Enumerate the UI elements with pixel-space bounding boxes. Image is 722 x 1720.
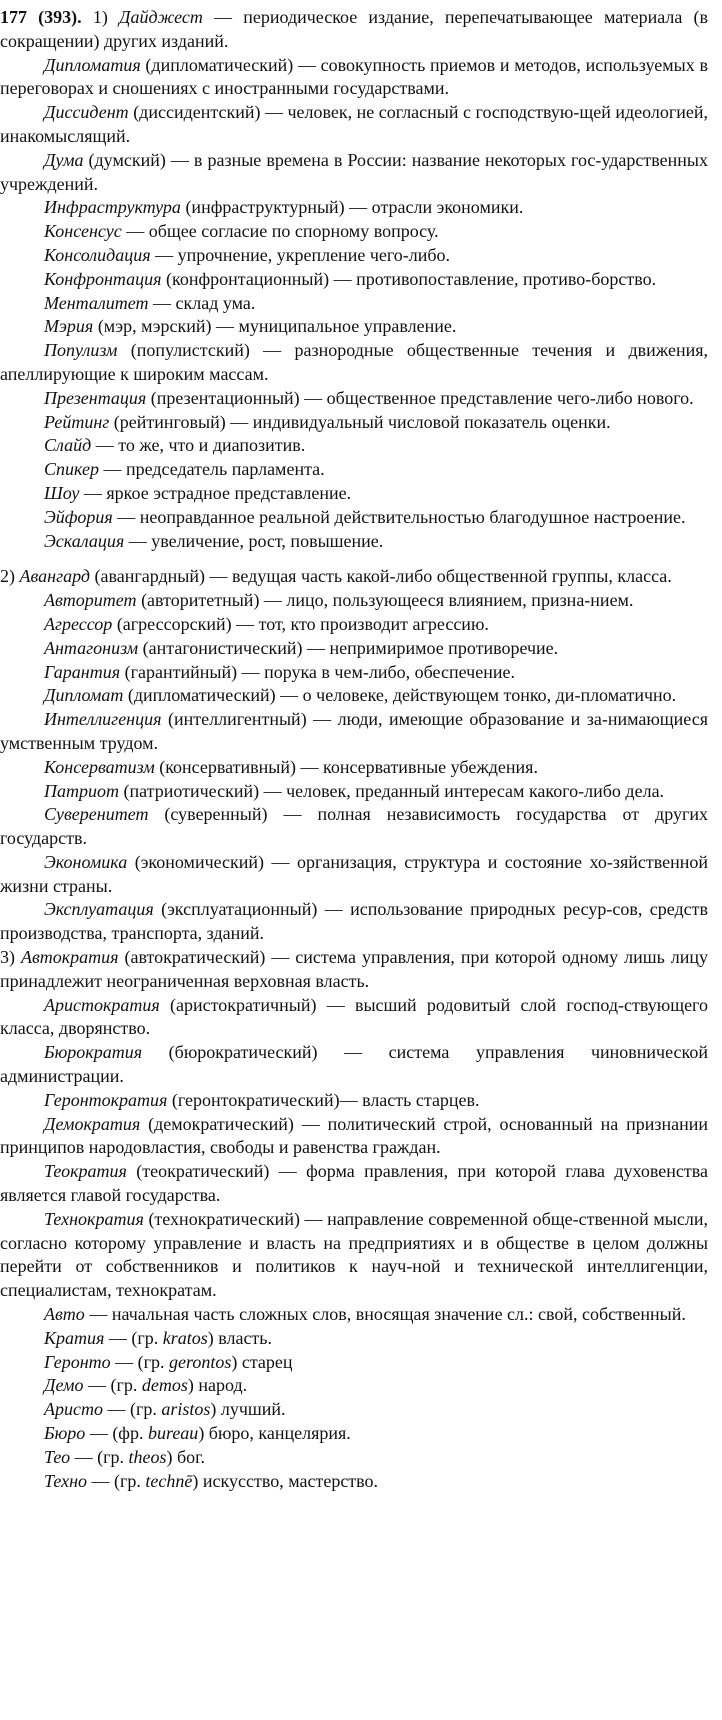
definition-text: — увеличение, рост, повышение. <box>124 530 384 551</box>
glossary-entry <box>0 1327 708 1351</box>
origin-prefix: — (фр. <box>85 1423 148 1444</box>
glossary-entry <box>0 1398 708 1422</box>
term-word: Мэрия <box>44 316 94 337</box>
answer-section-1 <box>0 6 709 553</box>
glossary-entry <box>0 851 708 899</box>
definition-text: (геронтократический)— власть старцев. <box>167 1089 480 1110</box>
term-word: Бюрократия <box>44 1042 143 1063</box>
term-word: Аристократия <box>44 994 160 1015</box>
definition-text: (мэр, мэрский) — муниципальное управление. <box>93 316 457 337</box>
term-word: Спикер <box>44 459 99 480</box>
term-word: Геронтократия <box>44 1089 168 1110</box>
definition-text: — периодическое издание, перепечатывающее материала (в сокращении) других изданий. <box>0 7 709 51</box>
glossary-entry <box>0 196 708 220</box>
glossary-entry <box>0 1160 708 1208</box>
glossary-entry <box>0 684 708 708</box>
term-word: Патриот <box>44 780 119 801</box>
definition-text: — председатель парламента. <box>98 459 325 480</box>
term-word: Конфронтация <box>44 268 162 289</box>
term-word: Эскалация <box>44 530 125 551</box>
definition-text: — общее согласие по спорному вопросу. <box>121 221 439 242</box>
glossary-entry <box>0 387 708 411</box>
origin-prefix: — (гр. <box>83 1375 142 1396</box>
term-word: Авто <box>44 1304 85 1325</box>
definition-text: (экономический) — организация, структура и состояние хо-зяйственной жизни страны. <box>0 851 708 896</box>
glossary-entry <box>0 1208 708 1303</box>
glossary-entry <box>0 292 708 316</box>
definition-text: (агрессорский) — тот, кто производит агрессию. <box>112 613 489 634</box>
definition-text: — яркое эстрадное представление. <box>79 482 352 503</box>
origin-meaning: ) народ. <box>187 1375 248 1396</box>
section-marker: 1) <box>92 7 108 27</box>
origin-meaning: ) бог. <box>166 1446 206 1467</box>
glossary-entry <box>0 994 708 1042</box>
origin-prefix: — (гр. <box>102 1399 162 1420</box>
glossary-entry <box>0 1113 708 1161</box>
glossary-entry <box>0 1446 708 1470</box>
term-word: Интеллигенция <box>44 709 162 730</box>
origin-word: technē <box>145 1470 193 1491</box>
glossary-entry <box>0 708 708 756</box>
term-word: Рейтинг <box>44 411 110 432</box>
definition-text: — то же, что и диапозитив. <box>91 435 306 456</box>
term-word: Теократия <box>44 1161 127 1182</box>
glossary-entry <box>0 780 708 804</box>
definition-text: (суверенный) — полная независимость государства от других государств. <box>0 804 708 849</box>
term-word: Презентация <box>44 387 147 408</box>
origin-word: kratos <box>162 1327 208 1348</box>
term-word: Дипломатия <box>44 54 141 75</box>
section-marker: 2) <box>0 566 15 587</box>
origin-word: gerontos <box>169 1351 232 1372</box>
glossary-entry <box>0 565 708 589</box>
term-word: Агрессор <box>44 613 113 634</box>
origin-word: bureau <box>147 1423 199 1444</box>
origin-meaning: ) старец <box>231 1351 293 1372</box>
origin-meaning: ) лучший. <box>210 1399 286 1420</box>
origin-prefix: — (гр. <box>70 1446 129 1467</box>
term-word: Аристо <box>44 1399 103 1420</box>
origin-meaning: ) власть. <box>207 1327 273 1348</box>
glossary-entry <box>0 411 708 435</box>
definition-text: (эксплуатационный) — использование природных ресур-сов, средств производства, транспорта, зданий. <box>0 899 708 944</box>
origin-word: demos <box>141 1375 188 1396</box>
definition-text: (технократический) — направление современной обще-ственной мысли, согласно которому управление и власть на предприятиях и в обществе в целом должны перейти от собственников и политиков к науч-ной и технической интеллигенции, специалистам, технократам. <box>0 1208 708 1301</box>
glossary-entry <box>0 268 708 292</box>
definition-text: (интеллигентный) — люди, имеющие образование и за-нимающиеся умственным трудом. <box>0 709 708 753</box>
glossary-entry <box>0 803 708 851</box>
definition-text: (авторитетный) — лицо, пользующееся влиянием, призна-нием. <box>136 590 634 611</box>
term-word: Гарантия <box>44 661 121 682</box>
glossary-entry <box>0 6 708 54</box>
definition-text: (популистский) — разнородные общественные течения и движения, апеллирующие к широким массам. <box>0 340 708 384</box>
definition-text: — начальная часть сложных слов, вносящая значение сл.: свой, собственный. <box>84 1304 686 1325</box>
exercise-answer <box>0 6 709 1493</box>
term-word: Консерватизм <box>44 756 155 777</box>
glossary-entry <box>0 1422 708 1446</box>
answer-section-2 <box>0 565 708 946</box>
definition-text: (презентационный) — общественное представление чего-либо нового. <box>146 387 694 408</box>
term-word: Кратия <box>44 1327 105 1348</box>
definition-text: (думский) — в разные времена в России: название некоторых гос-ударственных учреждений. <box>0 149 708 194</box>
glossary-entry <box>0 315 708 339</box>
term-word: Тео <box>44 1446 71 1467</box>
definition-text: (дипломатический) — совокупность приемов и методов, используемых в переговорах и сношениях с иностранными государствами. <box>0 54 708 99</box>
glossary-entry <box>0 1089 708 1113</box>
definition-text: — неоправданное реальной действительностью благодушное настроение. <box>112 506 686 527</box>
glossary-entry <box>0 339 708 387</box>
term-word: Суверенитет <box>44 804 149 825</box>
origin-prefix: — (гр. <box>104 1327 163 1348</box>
term-word: Автократия <box>20 947 119 968</box>
glossary-entry <box>0 1041 708 1089</box>
term-word: Демо <box>44 1375 84 1396</box>
term-word: Технократия <box>44 1208 144 1229</box>
exercise-number: 177 (393). <box>0 7 82 27</box>
origin-word: aristos <box>161 1399 211 1420</box>
definition-text: (инфраструктурный) — отрасли экономики. <box>180 197 524 218</box>
definition-text: (рейтинговый) — индивидуальный числовой показатель оценки. <box>109 411 611 432</box>
term-word: Шоу <box>44 482 80 503</box>
definition-text: (аристократичный) — высший родовитый слой господ-ствующего класса, дворянство. <box>0 994 708 1039</box>
term-word: Геронто <box>44 1351 111 1372</box>
glossary-entry <box>0 530 708 554</box>
glossary-entry <box>0 149 708 197</box>
origin-prefix: — (гр. <box>87 1470 146 1491</box>
term-word: Слайд <box>44 435 92 456</box>
origin-meaning: ) бюро, канцелярия. <box>198 1423 351 1444</box>
glossary-entry <box>0 1470 708 1494</box>
glossary-entry <box>0 101 708 149</box>
definition-text: (конфронтационный) — противопоставление, противо-борство. <box>161 268 657 289</box>
origin-meaning: ) искусство, мастерство. <box>192 1470 379 1491</box>
definition-text: (бюрократический) — система управления чиновнической администрации. <box>0 1042 708 1087</box>
term-word: Инфраструктура <box>44 197 181 218</box>
glossary-entry <box>0 661 708 685</box>
definition-text: (авангардный) — ведущая часть какой-либо общественной группы, класса. <box>90 566 672 587</box>
glossary-entry <box>0 1374 708 1398</box>
glossary-entry <box>0 482 708 506</box>
term-word: Консенсус <box>44 221 122 242</box>
origin-word: theos <box>128 1446 167 1467</box>
term-word: Антагонизм <box>44 637 139 658</box>
term-word: Авторитет <box>44 590 137 611</box>
glossary-entry <box>0 244 708 268</box>
glossary-entry <box>0 637 708 661</box>
glossary-entry <box>0 54 708 102</box>
section-marker: 3) <box>0 947 15 968</box>
term-word: Экономика <box>44 851 128 872</box>
glossary-entry <box>0 589 708 613</box>
definition-text: (патриотический) — человек, преданный интересам какого-либо дела. <box>119 780 665 801</box>
glossary-entry <box>0 434 708 458</box>
glossary-entry <box>0 1351 708 1375</box>
glossary-entry <box>0 898 708 946</box>
glossary-entry <box>0 506 708 530</box>
term-word: Дипломат <box>44 685 124 706</box>
definition-text: (демократический) — политический строй, основанный на признании принципов народовластия, свободы и равенства граждан. <box>0 1113 708 1158</box>
term-word: Демократия <box>44 1113 141 1134</box>
term-word: Менталитет <box>44 292 149 313</box>
glossary-entry <box>0 1303 708 1327</box>
definition-text: (автократический) — система управления, при которой одному лишь лицу принадлежит неограниченная верховная власть. <box>0 947 708 991</box>
glossary-entry <box>0 946 708 994</box>
term-word: Консолидация <box>44 244 151 265</box>
glossary-entry <box>0 458 708 482</box>
term-word: Бюро <box>44 1423 86 1444</box>
term-word: Авангард <box>19 566 91 587</box>
definition-text: (дипломатический) — о человеке, действующем тонко, ди-пломатично. <box>123 685 677 706</box>
definition-text: (теократический) — форма правления, при которой глава духовенства является главой государства. <box>0 1161 708 1206</box>
glossary-entry <box>0 220 708 244</box>
term-word: Дума <box>44 149 84 170</box>
term-word: Диссидент <box>44 102 129 123</box>
term-word: Эксплуатация <box>44 899 154 920</box>
origin-prefix: — (гр. <box>110 1351 170 1372</box>
term-word: Эйфория <box>44 506 113 527</box>
glossary-entry <box>0 756 708 780</box>
definition-text: (диссидентский) — человек, не согласный с господствую-щей идеологией, инакомыслящий. <box>0 102 708 146</box>
term-word: Техно <box>44 1470 88 1491</box>
definition-text: (гарантийный) — порука в чем-либо, обеспечение. <box>120 661 515 682</box>
term-word: Популизм <box>44 340 118 361</box>
definition-text: — склад ума. <box>148 292 256 313</box>
definition-text: (антагонистический) — непримиримое противоречие. <box>138 637 559 658</box>
answer-section-3 <box>0 946 708 1493</box>
definition-text: — упрочнение, укрепление чего-либо. <box>150 244 451 265</box>
glossary-entry <box>0 613 708 637</box>
definition-text: (консервативный) — консервативные убеждения. <box>154 756 538 777</box>
term-word: Дайджест <box>119 7 203 27</box>
